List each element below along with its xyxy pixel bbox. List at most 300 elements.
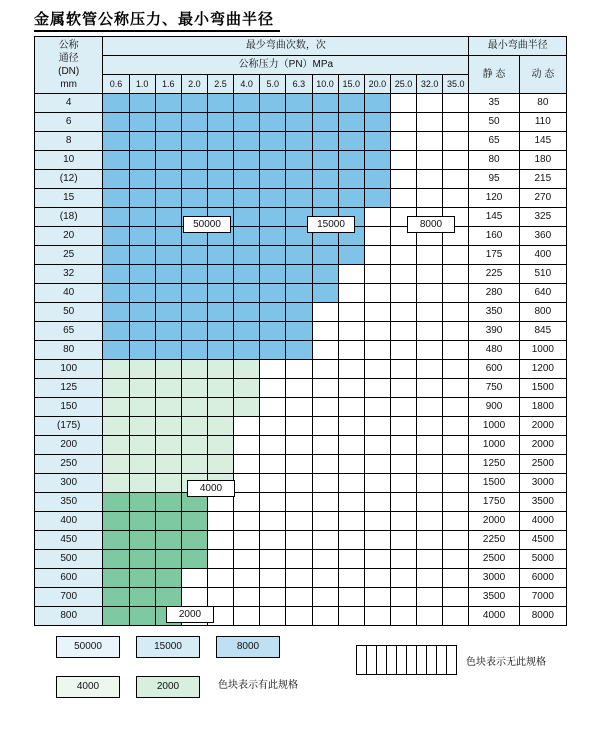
- spec-cell-r20-c12: [417, 474, 443, 493]
- spec-cell-r9-c4: [207, 265, 233, 284]
- spec-cell-r23-c8: [312, 531, 338, 550]
- spec-cell-r10-c7: [286, 284, 312, 303]
- spec-cell-r17-c0: [103, 417, 129, 436]
- spec-cell-r8-c8: [312, 246, 338, 265]
- radius-dynamic-value: 4500: [519, 531, 566, 550]
- spec-cell-r2-c5: [234, 132, 260, 151]
- spec-cell-r18-c0: [103, 436, 129, 455]
- spec-cell-r12-c4: [207, 322, 233, 341]
- spec-cell-r23-c6: [260, 531, 286, 550]
- radius-static-value: 3500: [469, 588, 519, 607]
- spec-cell-r17-c9: [338, 417, 364, 436]
- spec-cell-r20-c0: [103, 474, 129, 493]
- spec-cell-r15-c8: [312, 379, 338, 398]
- table-row: [35, 113, 567, 132]
- spec-cell-r3-c13: [443, 151, 469, 170]
- radius-static-value: 390: [469, 322, 519, 341]
- legend-swatch-cell: [427, 646, 437, 675]
- spec-cell-r10-c8: [312, 284, 338, 303]
- pn-tick-1: 1.0: [129, 75, 155, 94]
- title-underline: [34, 30, 280, 32]
- spec-cell-r24-c0: [103, 550, 129, 569]
- spec-cell-r23-c13: [443, 531, 469, 550]
- radius-dynamic-value: 110: [519, 113, 566, 132]
- radius-dynamic-value: 2000: [519, 436, 566, 455]
- radius-dynamic-value: 2500: [519, 455, 566, 474]
- spec-cell-r22-c8: [312, 512, 338, 531]
- spec-cell-r10-c11: [390, 284, 416, 303]
- radius-dynamic-value: 800: [519, 303, 566, 322]
- table-row: [35, 588, 567, 607]
- spec-cell-r26-c3: [181, 588, 207, 607]
- table-row: [35, 379, 567, 398]
- spec-cell-r20-c1: [129, 474, 155, 493]
- table-row: [35, 569, 567, 588]
- dn-value: 6: [35, 113, 103, 132]
- spec-cell-r25-c11: [390, 569, 416, 588]
- dn-value: 65: [35, 322, 103, 341]
- spec-cell-r11-c4: [207, 303, 233, 322]
- table-row: [35, 170, 567, 189]
- pn-tick-6: 5.0: [260, 75, 286, 94]
- spec-cell-r12-c13: [443, 322, 469, 341]
- spec-cell-r23-c1: [129, 531, 155, 550]
- spec-cell-r1-c2: [155, 113, 181, 132]
- dn-value: (12): [35, 170, 103, 189]
- spec-cell-r2-c6: [260, 132, 286, 151]
- spec-cell-r20-c6: [260, 474, 286, 493]
- spec-cell-r23-c11: [390, 531, 416, 550]
- spec-cell-r16-c11: [390, 398, 416, 417]
- dn-value: 350: [35, 493, 103, 512]
- spec-cell-r21-c13: [443, 493, 469, 512]
- radius-dynamic-value: 3500: [519, 493, 566, 512]
- spec-cell-r17-c4: [207, 417, 233, 436]
- spec-cell-r10-c9: [338, 284, 364, 303]
- spec-cell-r2-c11: [390, 132, 416, 151]
- spec-cell-r24-c13: [443, 550, 469, 569]
- spec-cell-r17-c7: [286, 417, 312, 436]
- spec-cell-r1-c3: [181, 113, 207, 132]
- radius-static-value: 225: [469, 265, 519, 284]
- spec-cell-r9-c8: [312, 265, 338, 284]
- dn-value: 250: [35, 455, 103, 474]
- spec-cell-r14-c1: [129, 360, 155, 379]
- spec-cell-r10-c13: [443, 284, 469, 303]
- spec-cell-r22-c12: [417, 512, 443, 531]
- spec-cell-r5-c0: [103, 189, 129, 208]
- radius-static-value: 2500: [469, 550, 519, 569]
- spec-cell-r11-c12: [417, 303, 443, 322]
- dn-value: 400: [35, 512, 103, 531]
- spec-cell-r12-c1: [129, 322, 155, 341]
- spec-cell-r26-c9: [338, 588, 364, 607]
- dn-value: 150: [35, 398, 103, 417]
- spec-cell-r4-c7: [286, 170, 312, 189]
- spec-cell-r2-c4: [207, 132, 233, 151]
- spec-cell-r20-c5: [234, 474, 260, 493]
- spec-cell-r15-c12: [417, 379, 443, 398]
- spec-cell-r25-c2: [155, 569, 181, 588]
- radius-static-header: 静 态: [469, 56, 519, 94]
- spec-cell-r0-c7: [286, 94, 312, 113]
- spec-cell-r26-c11: [390, 588, 416, 607]
- radius-static-value: 1500: [469, 474, 519, 493]
- table-row: [35, 322, 567, 341]
- radius-dynamic-value: 325: [519, 208, 566, 227]
- spec-cell-r5-c12: [417, 189, 443, 208]
- spec-cell-r0-c13: [443, 94, 469, 113]
- spec-cell-r6-c2: [155, 208, 181, 227]
- spec-cell-r23-c4: [207, 531, 233, 550]
- radius-static-value: 350: [469, 303, 519, 322]
- spec-cell-r21-c5: [234, 493, 260, 512]
- spec-cell-r27-c7: [286, 607, 312, 626]
- spec-cell-r8-c10: [364, 246, 390, 265]
- spec-cell-r27-c5: [234, 607, 260, 626]
- spec-cell-r14-c5: [234, 360, 260, 379]
- spec-cell-r3-c9: [338, 151, 364, 170]
- spec-cell-r26-c7: [286, 588, 312, 607]
- spec-cell-r12-c8: [312, 322, 338, 341]
- radius-dynamic-value: 510: [519, 265, 566, 284]
- spec-cell-r15-c10: [364, 379, 390, 398]
- spec-cell-r27-c6: [260, 607, 286, 626]
- dn-value: 32: [35, 265, 103, 284]
- spec-cell-r24-c4: [207, 550, 233, 569]
- spec-cell-r25-c1: [129, 569, 155, 588]
- spec-cell-r16-c9: [338, 398, 364, 417]
- radius-static-value: 3000: [469, 569, 519, 588]
- spec-cell-r19-c12: [417, 455, 443, 474]
- spec-cell-r25-c12: [417, 569, 443, 588]
- dn-value: 450: [35, 531, 103, 550]
- spec-cell-r16-c10: [364, 398, 390, 417]
- header-row-2: [35, 56, 567, 75]
- spec-cell-r26-c0: [103, 588, 129, 607]
- pn-tick-12: 32.0: [417, 75, 443, 94]
- spec-cell-r19-c9: [338, 455, 364, 474]
- spec-cell-r16-c2: [155, 398, 181, 417]
- spec-cell-r9-c2: [155, 265, 181, 284]
- spec-cell-r19-c2: [155, 455, 181, 474]
- spec-cell-r2-c13: [443, 132, 469, 151]
- spec-cell-r2-c2: [155, 132, 181, 151]
- radius-static-value: 80: [469, 151, 519, 170]
- table-row: [35, 550, 567, 569]
- spec-cell-r19-c10: [364, 455, 390, 474]
- spec-cell-r12-c5: [234, 322, 260, 341]
- radius-dynamic-value: 1200: [519, 360, 566, 379]
- spec-cell-r11-c3: [181, 303, 207, 322]
- spec-cell-r21-c9: [338, 493, 364, 512]
- spec-cell-r24-c5: [234, 550, 260, 569]
- table-row: [35, 265, 567, 284]
- spec-cell-r9-c5: [234, 265, 260, 284]
- spec-cell-r2-c1: [129, 132, 155, 151]
- spec-cell-r22-c3: [181, 512, 207, 531]
- table-row: [35, 208, 567, 227]
- spec-cell-r25-c0: [103, 569, 129, 588]
- table-row: [35, 94, 567, 113]
- spec-cell-r4-c8: [312, 170, 338, 189]
- spec-cell-r11-c0: [103, 303, 129, 322]
- dn-header-line-1: 公称: [58, 40, 79, 51]
- spec-cell-r12-c3: [181, 322, 207, 341]
- spec-cell-r10-c4: [207, 284, 233, 303]
- radius-dynamic-value: 5000: [519, 550, 566, 569]
- spec-cell-r9-c12: [417, 265, 443, 284]
- spec-cell-r1-c4: [207, 113, 233, 132]
- spec-cell-r15-c9: [338, 379, 364, 398]
- spec-cell-r22-c4: [207, 512, 233, 531]
- spec-cell-r18-c9: [338, 436, 364, 455]
- spec-cell-r13-c8: [312, 341, 338, 360]
- radius-static-value: 145: [469, 208, 519, 227]
- spec-cell-r3-c11: [390, 151, 416, 170]
- legend-blank-swatch: [356, 645, 457, 675]
- spec-cell-r25-c4: [207, 569, 233, 588]
- spec-cell-r20-c9: [338, 474, 364, 493]
- spec-cell-r13-c10: [364, 341, 390, 360]
- dn-value: 700: [35, 588, 103, 607]
- spec-cell-r7-c10: [364, 227, 390, 246]
- dn-header-cell: [35, 37, 103, 94]
- spec-cell-r8-c0: [103, 246, 129, 265]
- legend-swatch-cell: [387, 646, 397, 675]
- spec-cell-r0-c6: [260, 94, 286, 113]
- spec-cell-r17-c13: [443, 417, 469, 436]
- spec-cell-r8-c7: [286, 246, 312, 265]
- spec-cell-r9-c13: [443, 265, 469, 284]
- spec-cell-r26-c5: [234, 588, 260, 607]
- spec-cell-r4-c4: [207, 170, 233, 189]
- spec-cell-r17-c11: [390, 417, 416, 436]
- spec-cell-r25-c13: [443, 569, 469, 588]
- radius-static-value: 175: [469, 246, 519, 265]
- spec-cell-r12-c12: [417, 322, 443, 341]
- spec-cell-r14-c11: [390, 360, 416, 379]
- legend-box-8000: 8000: [216, 636, 280, 658]
- table-row: [35, 246, 567, 265]
- pn-tick-3: 2.0: [181, 75, 207, 94]
- spec-cell-r20-c10: [364, 474, 390, 493]
- spec-cell-r5-c11: [390, 189, 416, 208]
- spec-cell-r8-c9: [338, 246, 364, 265]
- radius-dynamic-value: 8000: [519, 607, 566, 626]
- radius-static-value: 4000: [469, 607, 519, 626]
- radius-dynamic-value: 845: [519, 322, 566, 341]
- spec-cell-r12-c6: [260, 322, 286, 341]
- spec-cell-r0-c8: [312, 94, 338, 113]
- spec-cell-r0-c3: [181, 94, 207, 113]
- overlay-label-8000: 8000: [407, 216, 455, 233]
- spec-cell-r26-c1: [129, 588, 155, 607]
- overlay-label-15000: 15000: [307, 216, 355, 233]
- dn-value: 10: [35, 151, 103, 170]
- dn-value: 20: [35, 227, 103, 246]
- dn-value: 100: [35, 360, 103, 379]
- spec-cell-r14-c8: [312, 360, 338, 379]
- spec-cell-r19-c1: [129, 455, 155, 474]
- spec-cell-r4-c5: [234, 170, 260, 189]
- spec-cell-r22-c2: [155, 512, 181, 531]
- radius-dynamic-value: 180: [519, 151, 566, 170]
- spec-cell-r26-c8: [312, 588, 338, 607]
- spec-cell-r13-c9: [338, 341, 364, 360]
- spec-cell-r13-c7: [286, 341, 312, 360]
- radius-static-value: 1250: [469, 455, 519, 474]
- spec-cell-r19-c13: [443, 455, 469, 474]
- spec-cell-r6-c5: [234, 208, 260, 227]
- spec-cell-r3-c6: [260, 151, 286, 170]
- spec-cell-r24-c12: [417, 550, 443, 569]
- spec-cell-r10-c3: [181, 284, 207, 303]
- spec-cell-r19-c5: [234, 455, 260, 474]
- radius-dynamic-value: 1800: [519, 398, 566, 417]
- spec-cell-r1-c11: [390, 113, 416, 132]
- spec-cell-r15-c11: [390, 379, 416, 398]
- spec-cell-r17-c2: [155, 417, 181, 436]
- spec-cell-r24-c2: [155, 550, 181, 569]
- spec-cell-r21-c12: [417, 493, 443, 512]
- spec-cell-r15-c0: [103, 379, 129, 398]
- legend-swatch-cell: [407, 646, 417, 675]
- radius-static-value: 35: [469, 94, 519, 113]
- spec-cell-r7-c0: [103, 227, 129, 246]
- spec-cell-r5-c10: [364, 189, 390, 208]
- spec-cell-r16-c3: [181, 398, 207, 417]
- pn-tick-11: 25.0: [390, 75, 416, 94]
- spec-cell-r24-c9: [338, 550, 364, 569]
- spec-cell-r11-c1: [129, 303, 155, 322]
- spec-cell-r2-c7: [286, 132, 312, 151]
- spec-cell-r12-c2: [155, 322, 181, 341]
- spec-cell-r11-c7: [286, 303, 312, 322]
- spec-cell-r7-c1: [129, 227, 155, 246]
- dn-header-line-2: 通径: [58, 53, 79, 64]
- spec-cell-r3-c3: [181, 151, 207, 170]
- page-title: 金属软管公称压力、最小弯曲半径: [34, 12, 275, 28]
- spec-cell-r27-c10: [364, 607, 390, 626]
- spec-cell-r5-c9: [338, 189, 364, 208]
- spec-cell-r15-c7: [286, 379, 312, 398]
- spec-cell-r4-c10: [364, 170, 390, 189]
- spec-cell-r21-c8: [312, 493, 338, 512]
- spec-cell-r15-c2: [155, 379, 181, 398]
- spec-cell-r5-c6: [260, 189, 286, 208]
- spec-cell-r20-c7: [286, 474, 312, 493]
- radius-static-value: 1000: [469, 417, 519, 436]
- spec-cell-r26-c2: [155, 588, 181, 607]
- radius-dynamic-value: 1000: [519, 341, 566, 360]
- spec-cell-r17-c1: [129, 417, 155, 436]
- spec-cell-r18-c6: [260, 436, 286, 455]
- spec-cell-r0-c4: [207, 94, 233, 113]
- spec-cell-r22-c6: [260, 512, 286, 531]
- spec-cell-r1-c13: [443, 113, 469, 132]
- table-row: [35, 436, 567, 455]
- spec-cell-r19-c0: [103, 455, 129, 474]
- spec-cell-r16-c5: [234, 398, 260, 417]
- spec-cell-r27-c8: [312, 607, 338, 626]
- table-row: [35, 417, 567, 436]
- table-row: [35, 398, 567, 417]
- spec-cell-r9-c11: [390, 265, 416, 284]
- bend-count-header: 最少弯曲次数，次: [103, 37, 469, 56]
- spec-cell-r13-c4: [207, 341, 233, 360]
- spec-cell-r10-c0: [103, 284, 129, 303]
- table-row: [35, 303, 567, 322]
- pn-tick-10: 20.0: [364, 75, 390, 94]
- spec-cell-r10-c10: [364, 284, 390, 303]
- radius-static-value: 2250: [469, 531, 519, 550]
- radius-static-value: 280: [469, 284, 519, 303]
- spec-cell-r8-c11: [390, 246, 416, 265]
- spec-cell-r23-c10: [364, 531, 390, 550]
- spec-cell-r14-c0: [103, 360, 129, 379]
- legend-box-2000: 2000: [136, 676, 200, 698]
- spec-cell-r12-c10: [364, 322, 390, 341]
- radius-dynamic-value: 215: [519, 170, 566, 189]
- spec-cell-r4-c13: [443, 170, 469, 189]
- spec-cell-r18-c7: [286, 436, 312, 455]
- table-row: [35, 341, 567, 360]
- spec-cell-r3-c7: [286, 151, 312, 170]
- spec-cell-r11-c5: [234, 303, 260, 322]
- spec-cell-r6-c1: [129, 208, 155, 227]
- spec-cell-r12-c0: [103, 322, 129, 341]
- spec-cell-r23-c12: [417, 531, 443, 550]
- spec-cell-r5-c13: [443, 189, 469, 208]
- legend-swatch-cell: [357, 646, 367, 675]
- spec-cell-r14-c13: [443, 360, 469, 379]
- spec-cell-r3-c5: [234, 151, 260, 170]
- spec-cell-r2-c9: [338, 132, 364, 151]
- spec-cell-r21-c6: [260, 493, 286, 512]
- spec-cell-r17-c12: [417, 417, 443, 436]
- spec-cell-r16-c8: [312, 398, 338, 417]
- spec-cell-r3-c0: [103, 151, 129, 170]
- radius-static-value: 2000: [469, 512, 519, 531]
- spec-cell-r5-c3: [181, 189, 207, 208]
- radius-static-value: 1750: [469, 493, 519, 512]
- spec-cell-r25-c8: [312, 569, 338, 588]
- spec-cell-r15-c4: [207, 379, 233, 398]
- spec-cell-r6-c10: [364, 208, 390, 227]
- spec-cell-r18-c4: [207, 436, 233, 455]
- spec-cell-r22-c1: [129, 512, 155, 531]
- spec-cell-r22-c7: [286, 512, 312, 531]
- spec-cell-r4-c1: [129, 170, 155, 189]
- spec-cell-r22-c5: [234, 512, 260, 531]
- radius-dynamic-value: 4000: [519, 512, 566, 531]
- spec-table: [34, 36, 567, 626]
- pn-header: 公称压力（PN）MPa: [103, 56, 469, 75]
- spec-cell-r11-c9: [338, 303, 364, 322]
- spec-cell-r16-c7: [286, 398, 312, 417]
- table-row: [35, 531, 567, 550]
- dn-value: 50: [35, 303, 103, 322]
- dn-value: 80: [35, 341, 103, 360]
- spec-cell-r18-c10: [364, 436, 390, 455]
- spec-cell-r8-c6: [260, 246, 286, 265]
- spec-cell-r10-c1: [129, 284, 155, 303]
- radius-static-value: 1000: [469, 436, 519, 455]
- pn-tick-9: 15.0: [338, 75, 364, 94]
- dn-value: 25: [35, 246, 103, 265]
- dn-value: 300: [35, 474, 103, 493]
